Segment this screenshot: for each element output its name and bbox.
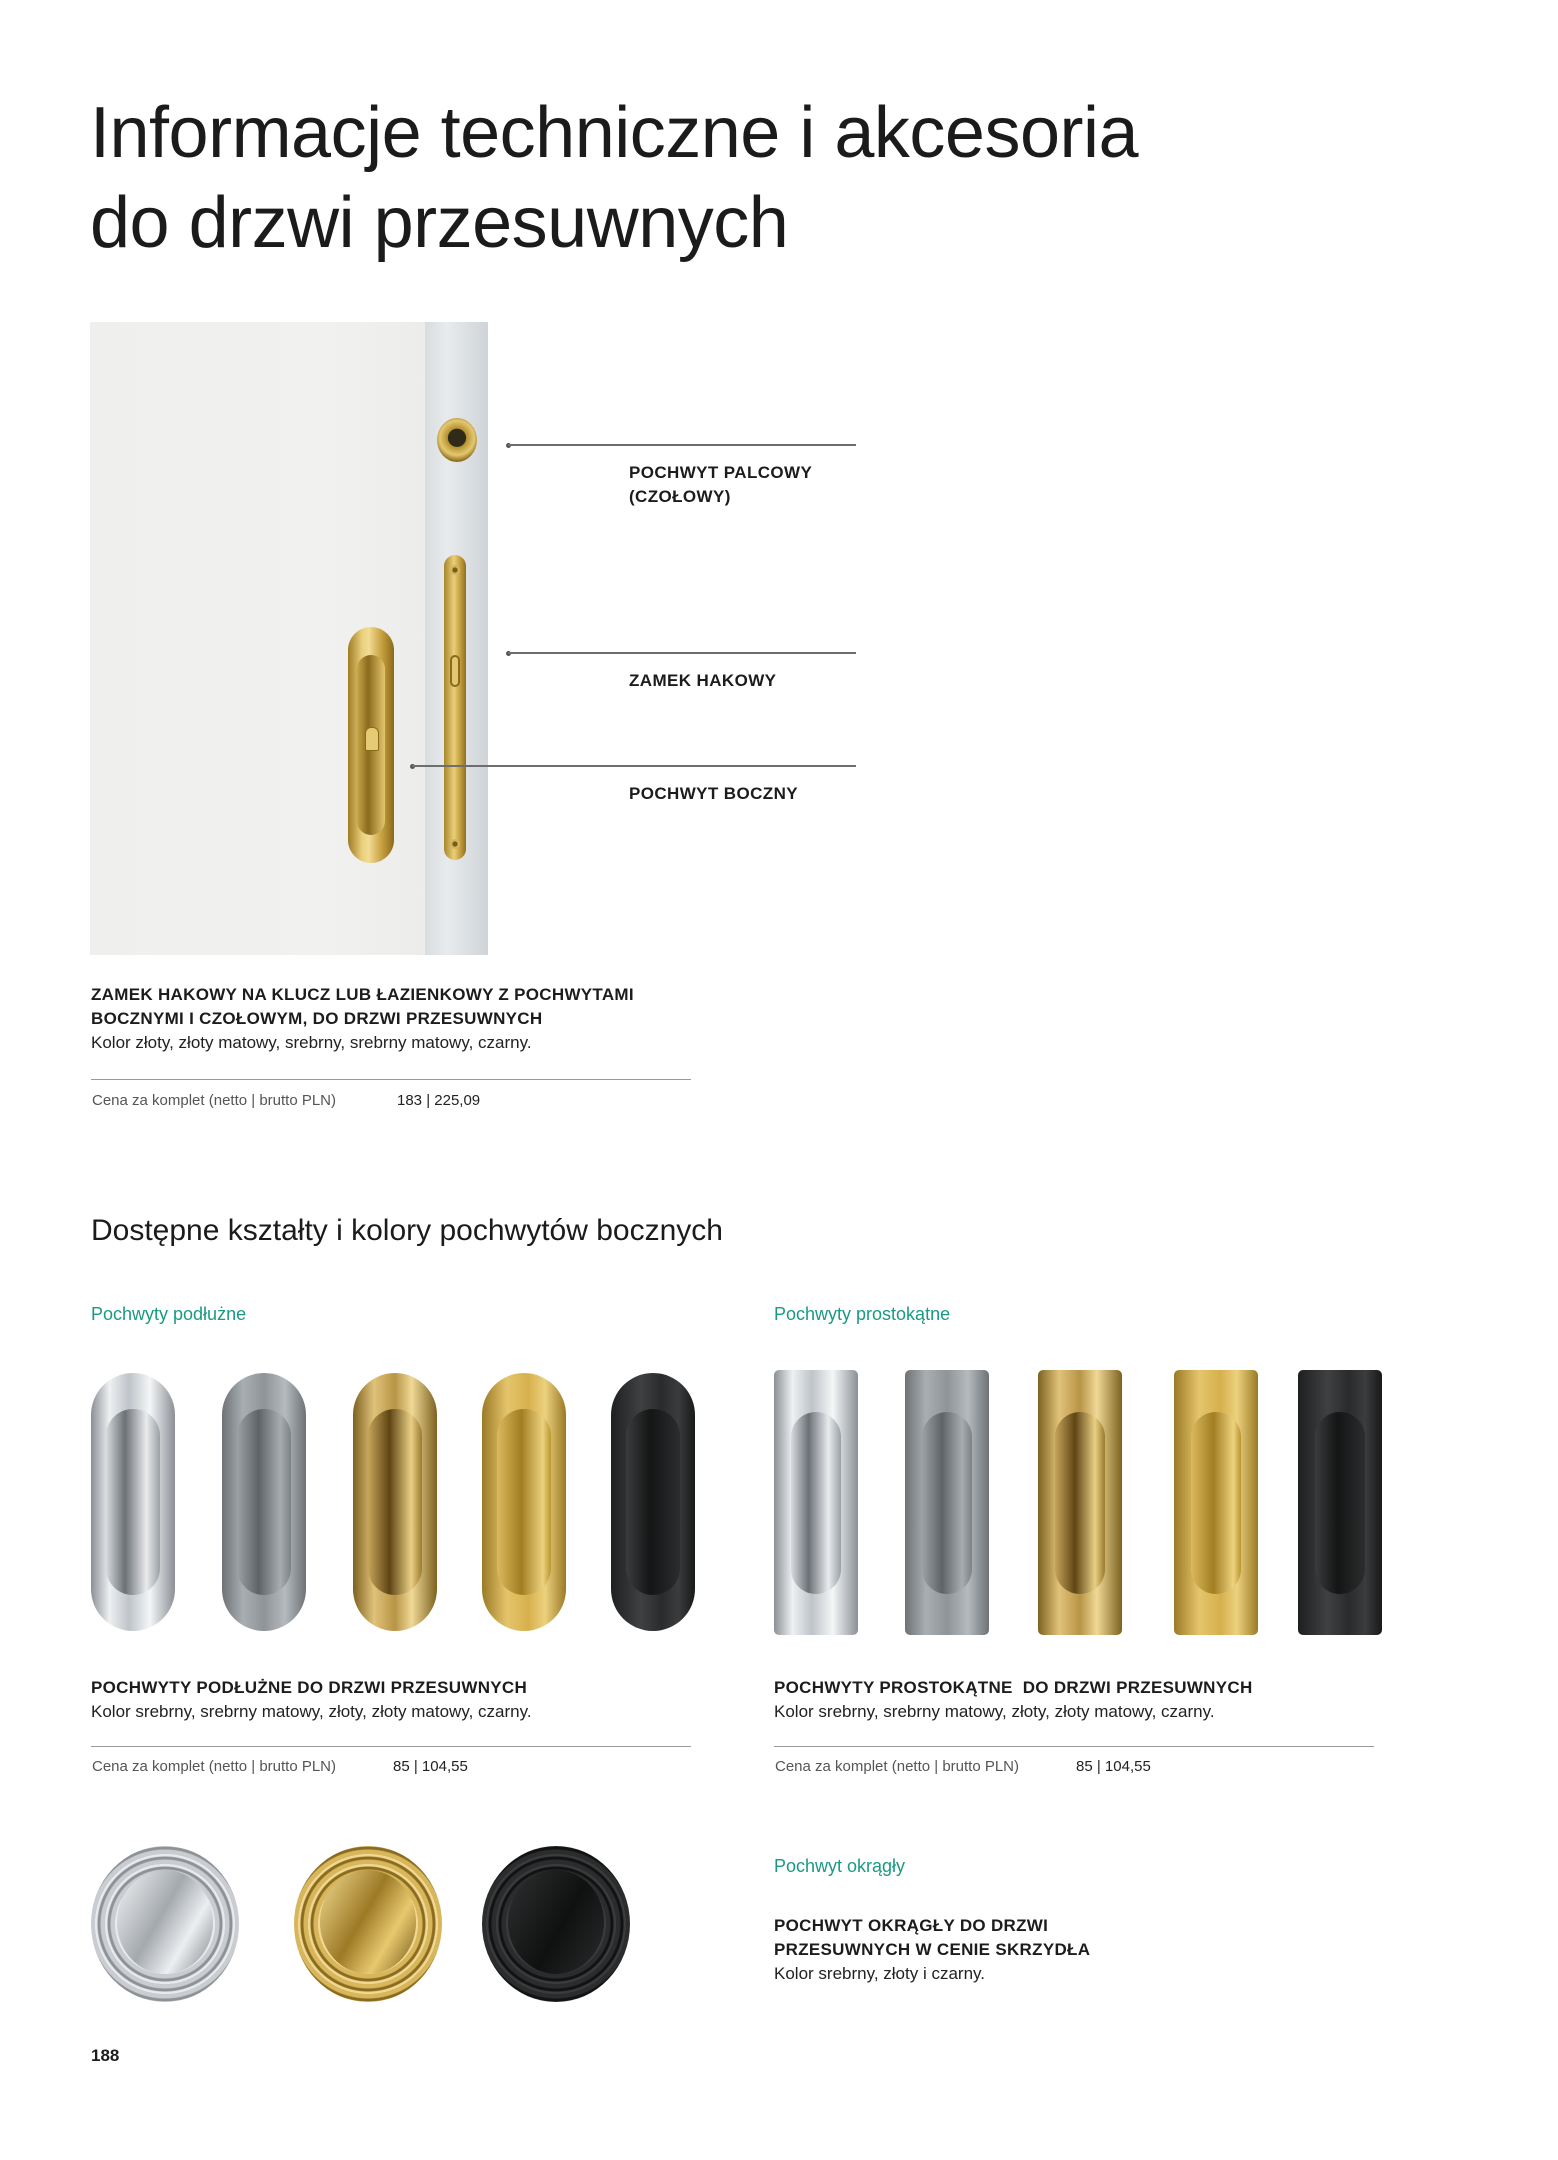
leader-line-hook-lock bbox=[508, 652, 856, 654]
rect-pull-chrome-image bbox=[774, 1370, 858, 1635]
side-pull-image bbox=[348, 627, 394, 863]
round-group-label: Pochwyt okrągły bbox=[774, 1856, 906, 1876]
page-title bbox=[90, 88, 1138, 268]
divider bbox=[91, 1746, 691, 1747]
rect-pull-gold-image bbox=[1038, 1370, 1122, 1635]
oval-pull-black-image bbox=[611, 1373, 695, 1631]
hero-caption bbox=[91, 983, 711, 1055]
oval-pull-matte-gold-image bbox=[482, 1373, 566, 1631]
hero-price-value: 183 | 225,09 bbox=[397, 1092, 481, 1109]
rect-price-value: 85 | 104,55 bbox=[1076, 1758, 1151, 1775]
hook-lock-strike-image bbox=[444, 555, 466, 860]
callout-finger-pull bbox=[629, 461, 812, 509]
latch-slot bbox=[450, 655, 460, 687]
rect-caption-text: Kolor srebrny, srebrny matowy, złoty, złoty matowy, czarny. bbox=[774, 1702, 1215, 1721]
oval-group-label: Pochwyty podłużne bbox=[91, 1304, 247, 1324]
rect-group-caption bbox=[774, 1676, 1474, 1724]
page-number: 188 bbox=[91, 2046, 120, 2065]
leader-line-finger-pull bbox=[508, 444, 856, 446]
callout-finger-pull-line-2: (CZOŁOWY) bbox=[629, 487, 731, 506]
oval-pull-satin-image bbox=[222, 1373, 306, 1631]
oval-group-caption bbox=[91, 1676, 711, 1724]
callout-hook-lock: ZAMEK HAKOWY bbox=[629, 671, 777, 690]
oval-price-value: 85 | 104,55 bbox=[393, 1758, 468, 1775]
door-lock-photo bbox=[90, 322, 488, 955]
round-caption-title-line-2: PRZESUWNYCH W CENIE SKRZYDŁA bbox=[774, 1940, 1091, 1959]
callout-finger-pull-line-1: POCHWYT PALCOWY bbox=[629, 463, 813, 482]
hero-caption-title-line-1: ZAMEK HAKOWY NA KLUCZ LUB ŁAZIENKOWY Z POCHWYTAMI bbox=[91, 985, 634, 1004]
rect-pull-matte-gold-image bbox=[1174, 1370, 1258, 1635]
hero-caption-text: Kolor złoty, złoty matowy, srebrny, srebrny matowy, czarny. bbox=[91, 1033, 532, 1052]
callout-side-pull: POCHWYT BOCZNY bbox=[629, 784, 798, 803]
leader-line-side-pull bbox=[412, 765, 856, 767]
page-title-line-2: do drzwi przesuwnych bbox=[90, 183, 789, 263]
hero-price-label: Cena za komplet (netto | brutto PLN) bbox=[92, 1092, 337, 1109]
section-heading: Dostępne kształty i kolory pochwytów bocznych bbox=[91, 1214, 723, 1247]
lock-turn-icon bbox=[365, 727, 379, 751]
round-caption-text: Kolor srebrny, złoty i czarny. bbox=[774, 1964, 985, 1983]
rect-group-label: Pochwyty prostokątne bbox=[774, 1304, 951, 1324]
round-group-caption bbox=[774, 1914, 1374, 1986]
round-pull-black-image bbox=[482, 1846, 630, 2002]
oval-caption-title: POCHWYTY PODŁUŻNE DO DRZWI PRZESUWNYCH bbox=[91, 1678, 528, 1697]
round-pull-chrome-image bbox=[91, 1846, 239, 2002]
round-pull-gold-image bbox=[294, 1846, 442, 2002]
rect-pull-black-image bbox=[1298, 1370, 1382, 1635]
divider bbox=[774, 1746, 1374, 1747]
screw-icon bbox=[450, 565, 460, 575]
oval-price-label: Cena za komplet (netto | brutto PLN) bbox=[92, 1758, 337, 1775]
rect-caption-title: POCHWYTY PROSTOKĄTNE DO DRZWI PRZESUWNYCH bbox=[774, 1678, 1253, 1697]
oval-caption-text: Kolor srebrny, srebrny matowy, złoty, złoty matowy, czarny. bbox=[91, 1702, 532, 1721]
hero-caption-title-line-2: BOCZNYMI I CZOŁOWYM, DO DRZWI PRZESUWNYCH bbox=[91, 1009, 543, 1028]
oval-pull-gold-image bbox=[353, 1373, 437, 1631]
round-caption-title-line-1: POCHWYT OKRĄGŁY DO DRZWI bbox=[774, 1916, 1049, 1935]
finger-pull-image bbox=[437, 418, 477, 462]
oval-pull-chrome-image bbox=[91, 1373, 175, 1631]
page-title-line-1: Informacje techniczne i akcesoria bbox=[90, 93, 1138, 173]
divider bbox=[91, 1079, 691, 1080]
rect-pull-satin-image bbox=[905, 1370, 989, 1635]
rect-price-label: Cena za komplet (netto | brutto PLN) bbox=[775, 1758, 1020, 1775]
screw-icon bbox=[450, 839, 460, 849]
